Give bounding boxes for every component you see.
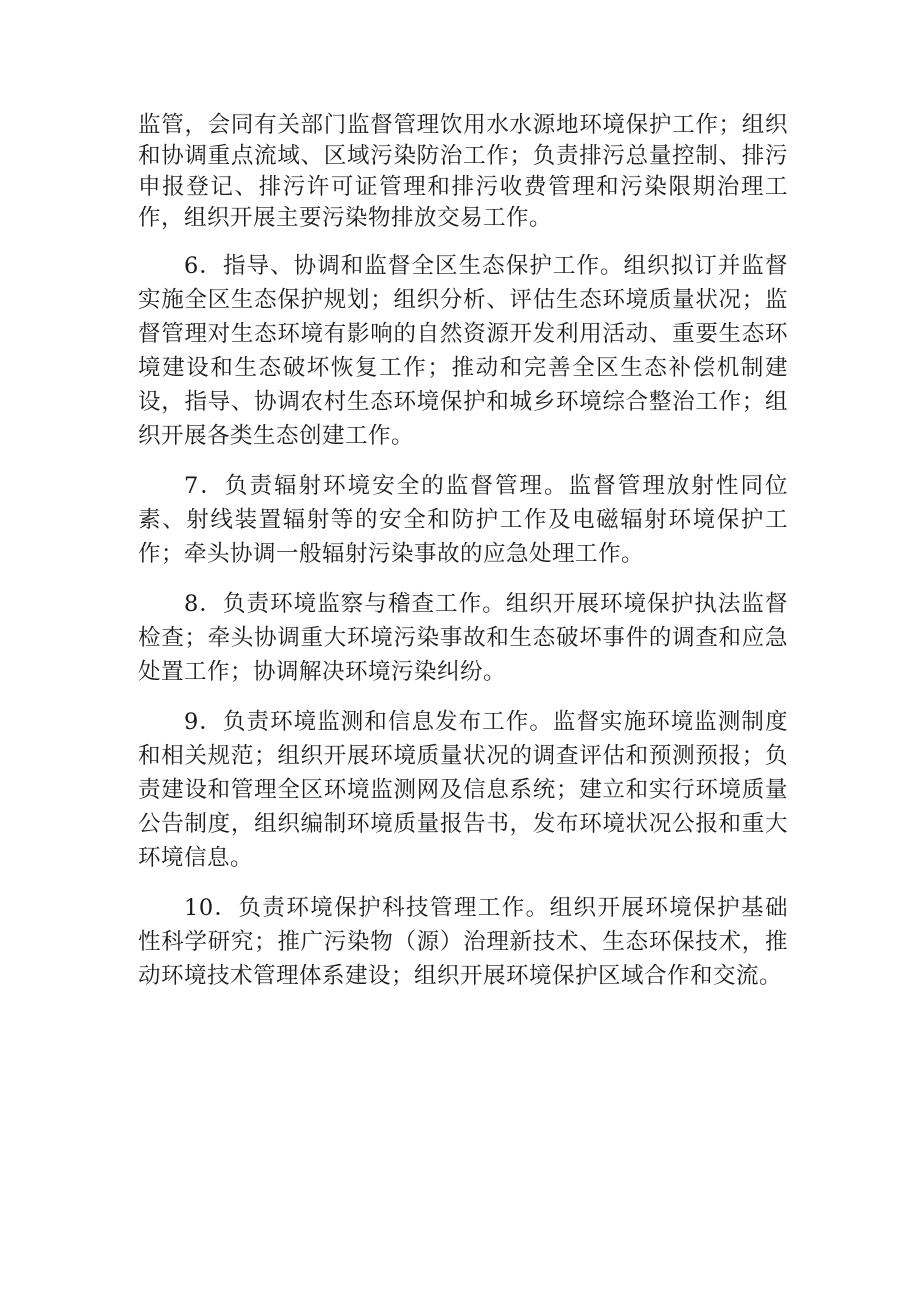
paragraph-continuation: 监管，会同有关部门监督管理饮用水水源地环境保护工作；组织和协调重点流域、区域污染防治工作；负责排污总量控制、排污申报登记、排污许可证管理和排污收费管理和污染限期治理工作，组织开展主要污染物排放交易工作。	[138, 112, 788, 231]
paragraph-item-8: 8．负责环境监察与稽查工作。组织开展环境保护执法监督检查；牵头协调重大环境污染事故和生态破坏事件的调查和应急处置工作；协调解决环境污染纠纷。	[138, 591, 788, 685]
paragraph-item-6: 6．指导、协调和监督全区生态保护工作。组织拟订并监督实施全区生态保护规划；组织分析、评估生态环境质量状况；监督管理对生态环境有影响的自然资源开发利用活动、重要生态环境建设和生态破坏恢复工作；推动和完善全区生态补偿机制建设，指导、协调农村生态环境保护和城乡环境综合整治工作；组织开展各类生态创建工作。	[138, 253, 788, 449]
paragraph-item-7: 7．负责辐射环境安全的监督管理。监督管理放射性同位素、射线装置辐射等的安全和防护工作及电磁辐射环境保护工作；牵头协调一般辐射污染事故的应急处理工作。	[138, 473, 788, 567]
paragraph-item-10: 10．负责环境保护科技管理工作。组织开展环境保护基础性科学研究；推广污染物（源）治理新技术、生态环保技术，推动环境技术管理体系建设；组织开展环境保护区域合作和交流。	[138, 895, 788, 989]
document-page	[138, 110, 788, 1009]
paragraph-item-9: 9．负责环境监测和信息发布工作。监督实施环境监测制度和相关规范；组织开展环境质量状况的调查评估和预测预报；负责建设和管理全区环境监测网及信息系统；建立和实行环境质量公告制度，组织编制环境质量报告书，发布环境状况公报和重大环境信息。	[138, 709, 788, 871]
